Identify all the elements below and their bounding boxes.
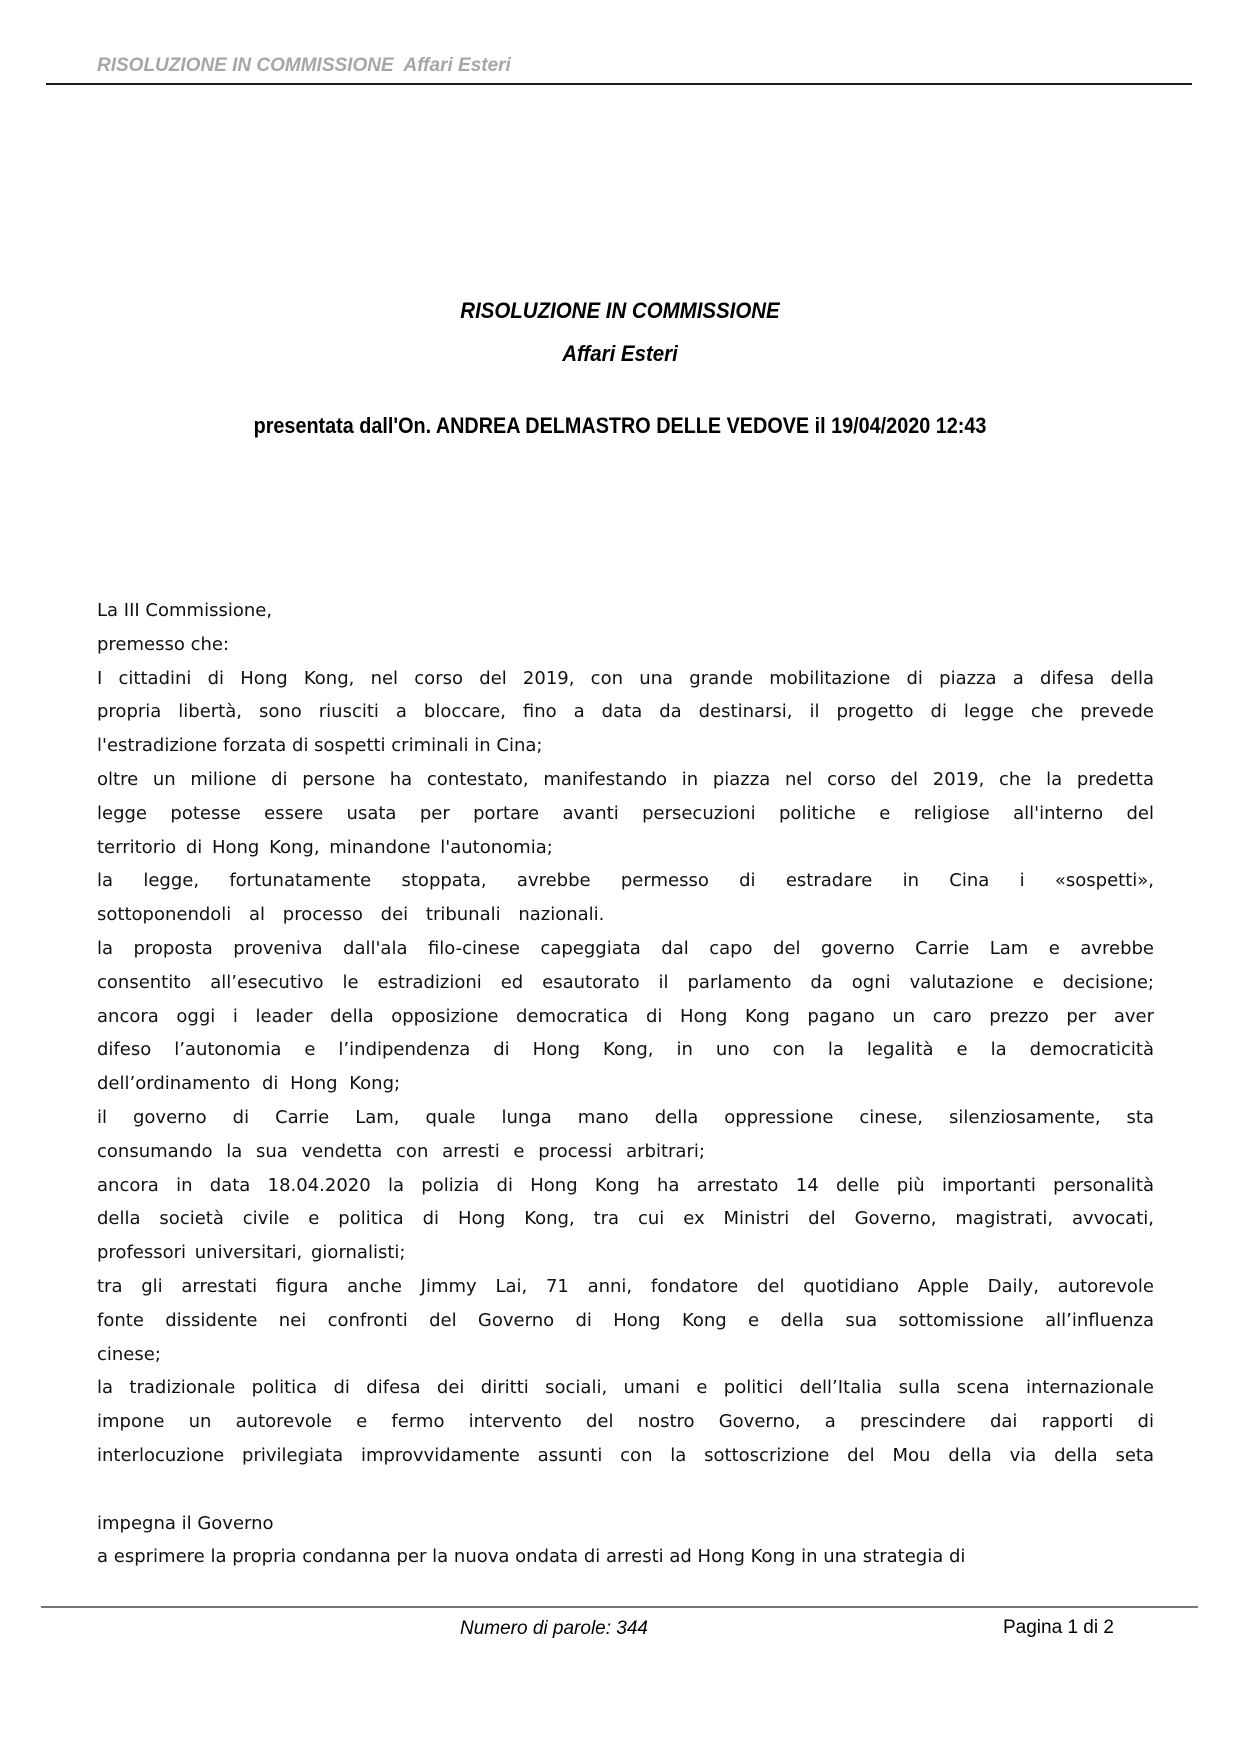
footer-divider	[41, 1606, 1198, 1608]
word-count: Numero di parole: 344	[460, 1618, 648, 1639]
body-line: I cittadini di Hong Kong, nel corso del 2019, con una grande mobilitazione di piazza a difesa della	[97, 667, 1154, 689]
body-line: consumando la sua vendetta con arresti e processi arbitrari;	[97, 1140, 705, 1162]
body-line: legge potesse essere usata per portare avanti persecuzioni politiche e religiose all'interno del	[97, 802, 1154, 824]
body-line: della società civile e politica di Hong Kong, tra cui ex Ministri del Governo, magistrati, avvocati,	[97, 1208, 1154, 1230]
body-line: la legge, fortunatamente stoppata, avrebbe permesso di estradare in Cina i «sospetti»,	[97, 870, 1154, 892]
page-number: Pagina 1 di 2	[1003, 1617, 1114, 1638]
body-line: professori universitari, giornalisti;	[97, 1242, 406, 1264]
body-line: difeso l’autonomia e l’indipendenza di Hong Kong, in uno con la legalità e la democraticità	[97, 1039, 1154, 1061]
body-line: l'estradizione forzata di sospetti criminali in Cina;	[97, 735, 543, 757]
body-line: propria libertà, sono riusciti a bloccare, fino a data da destinarsi, il progetto di legge che prevede	[97, 701, 1154, 723]
body-line: interlocuzione privilegiata improvvidamente assunti con la sottoscrizione del Mou della via della seta	[97, 1444, 1154, 1466]
body-line: cinese;	[97, 1343, 161, 1365]
body-line: consentito all’esecutivo le estradizioni ed esautorato il parlamento da ogni valutazione e decisione;	[97, 971, 1154, 993]
body-line: a esprimere la propria condanna per la nuova ondata di arresti ad Hong Kong in una strategia di	[97, 1546, 966, 1568]
body-line: La III Commissione,	[97, 600, 273, 621]
header-divider	[46, 83, 1192, 85]
body-line: sottoponendoli al processo dei tribunali nazionali.	[97, 904, 605, 926]
body-line: impone un autorevole e fermo intervento del nostro Governo, a prescindere dai rapporti di	[97, 1411, 1154, 1433]
document-subtitle: Affari Esteri	[562, 341, 678, 366]
body-line: oltre un milione di persone ha contestato, manifestando in piazza nel corso del 2019, che la predetta	[97, 768, 1154, 790]
document-title: RISOLUZIONE IN COMMISSIONE	[460, 298, 780, 323]
body-line: fonte dissidente nei confronti del Governo di Hong Kong e della sua sottomissione all’influenza	[97, 1309, 1154, 1331]
body-line: la tradizionale politica di difesa dei diritti sociali, umani e politici dell’Italia sulla scena internazionale	[97, 1377, 1154, 1399]
body-line: dell’ordinamento di Hong Kong;	[97, 1073, 401, 1095]
running-header: RISOLUZIONE IN COMMISSIONE Affari Esteri	[97, 55, 511, 76]
body-line: tra gli arrestati figura anche Jimmy Lai, 71 anni, fondatore del quotidiano Apple Daily, autorevole	[97, 1275, 1154, 1297]
body-line: la proposta proveniva dall'ala filo-cinese capeggiata dal capo del governo Carrie Lam e avrebbe	[97, 937, 1154, 959]
body-line: impegna il Governo	[97, 1512, 274, 1534]
document-body	[97, 594, 1154, 1574]
body-line: ancora oggi i leader della opposizione democratica di Hong Kong pagano un caro prezzo per aver	[97, 1005, 1154, 1027]
blank-line	[97, 1473, 1154, 1507]
body-line: il governo di Carrie Lam, quale lunga mano della oppressione cinese, silenziosamente, sta	[97, 1106, 1154, 1128]
body-line: territorio di Hong Kong, minandone l'autonomia;	[97, 836, 553, 858]
presenter-line: presentata dall'On. ANDREA DELMASTRO DELLE VEDOVE il 19/04/2020 12:43	[253, 413, 987, 438]
body-line: ancora in data 18.04.2020 la polizia di Hong Kong ha arrestato 14 delle più importanti personalità	[97, 1174, 1154, 1196]
body-line: premesso che:	[97, 633, 230, 655]
